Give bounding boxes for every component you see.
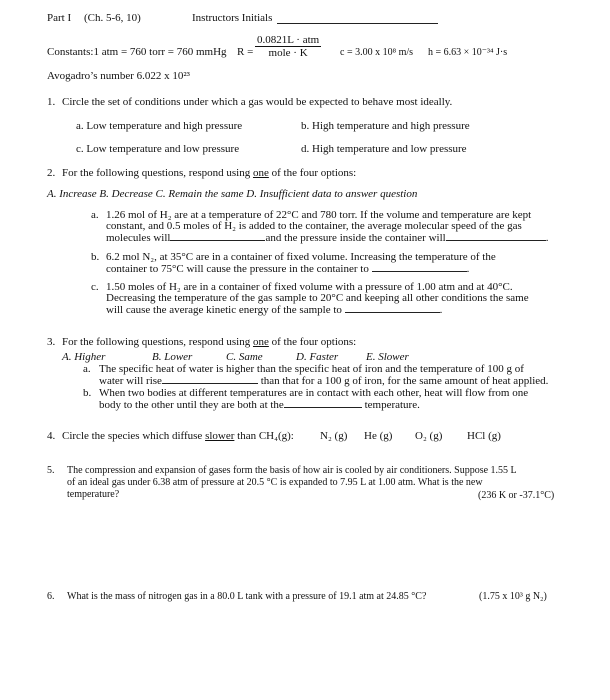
q3a-line1: The specific heat of water is higher than the specific heat of iron and the temperature of 100 g of	[99, 363, 524, 375]
q6-answer: (1.75 x 10³ g N₂)	[479, 591, 547, 602]
q3b-label: b.	[83, 387, 92, 399]
q2c-line2: Decreasing the temperature of the gas sample to 20°C and keeping all other conditions the same	[106, 292, 529, 304]
q4-species-o2[interactable]: O₂ (g)	[415, 430, 443, 442]
q1-option-a[interactable]: a. Low temperature and high pressure	[76, 120, 243, 132]
constants-pressure: Constants:1 atm = 760 torr = 760 mmHg	[47, 46, 227, 58]
q3-option-c: C. Same	[226, 351, 263, 363]
q1-number: 1.	[47, 96, 56, 108]
q2b-label: b.	[91, 251, 100, 263]
q5-line1: The compression and expansion of gases form the basis of how air is cooled by air conditioners. Suppose 1.55 L	[67, 465, 517, 476]
q2a-text-a: molecules will	[106, 232, 171, 244]
q2a-blank-2[interactable]	[446, 231, 546, 241]
q3-option-b: B. Lower	[152, 351, 193, 363]
q3-option-d: D. Faster	[296, 351, 339, 363]
q4-text-slower: slower	[205, 430, 235, 442]
q3-text-post: of the four options:	[268, 336, 357, 348]
constants-r-fraction	[255, 34, 321, 59]
q2c-line1: 1.50 moles of H₂ are in a container of fixed volume with a pressure of 1.00 atm and at 40°C.	[106, 281, 513, 293]
constants-c: c = 3.00 x 10⁸ m/s	[340, 47, 414, 58]
q4-text-post: than CH₄(g):	[234, 430, 294, 442]
q3b-text-b: temperature.	[364, 399, 420, 411]
q2c-text: will cause the average kinetic energy of the sample to	[106, 304, 342, 316]
q5-answer: (236 K or -37.1°C)	[478, 490, 555, 501]
header-part: Part I	[47, 12, 72, 24]
q2a-line1: 1.26 mol of H₂ are at a temperature of 22°C and 780 torr. If the volume and temperature are kept	[106, 209, 532, 221]
q4-species-n2[interactable]: N₂ (g)	[320, 430, 348, 442]
q2b-blank[interactable]	[372, 262, 467, 272]
q4-species-he[interactable]: He (g)	[364, 430, 393, 442]
q1-option-c[interactable]: c. Low temperature and low pressure	[76, 143, 240, 155]
header-initials-label: Instructors Initials	[192, 12, 273, 24]
q3b-line2	[99, 398, 420, 411]
q4-species-hcl[interactable]: HCl (g)	[467, 430, 501, 442]
q2c-blank[interactable]	[345, 303, 440, 313]
q2c-label: c.	[91, 281, 99, 293]
q3-text-pre: For the following questions, respond using	[62, 336, 253, 348]
q2a-blank-1[interactable]	[170, 231, 265, 241]
header-chapters: (Ch. 5-6, 10)	[84, 12, 141, 24]
constants-r-prefix: R =	[237, 46, 254, 58]
q6-number: 6.	[47, 591, 55, 602]
q1-option-b[interactable]: b. High temperature and high pressure	[301, 120, 470, 132]
q4-number: 4.	[47, 430, 56, 442]
constants-h: h = 6.63 × 10⁻³⁴ J·s	[428, 47, 508, 58]
q2-text-one: one	[252, 167, 269, 179]
q2a-line3: molecules will and the pressure inside the container will .	[106, 232, 549, 244]
r-denominator: mole · K	[268, 47, 308, 59]
q2-options: A. Increase B. Decrease C. Remain the same D. Insufficient data to answer question	[47, 188, 418, 200]
q3-text-one: one	[252, 336, 269, 348]
q4-text	[62, 430, 294, 442]
q5-line2: of an ideal gas under 6.38 atm of pressure at 20.5 °C is expanded to 7.95 L at 1.00 atm. What is the new	[67, 477, 483, 488]
r-numerator: 0.0821L · atm	[257, 34, 320, 46]
constants-avogadro: Avogadro’s number 6.022 x 10²³	[47, 70, 190, 82]
q3b-blank[interactable]	[284, 398, 362, 408]
q2a-label: a.	[91, 209, 99, 221]
q3a-blank[interactable]	[162, 374, 258, 384]
q2b-text: container to 75°C will cause the pressure in the container to	[106, 263, 369, 275]
q3b-text-a: body to the other until they are both at the	[99, 399, 284, 411]
q3-option-a: A. Higher	[62, 351, 106, 363]
q1-option-d[interactable]: d. High temperature and low pressure	[301, 143, 467, 155]
q2-text-pre: For the following questions, respond using	[62, 167, 253, 179]
q5-line3: temperature?	[67, 489, 120, 500]
q2a-text-b: and the pressure inside the container will	[265, 232, 446, 244]
q2a-line2: constant, and 0.5 moles of H₂ is added to the container, the average molecular speed of the gas	[106, 220, 522, 232]
q2b-line2: container to 75°C will cause the pressure in the container to .	[106, 263, 470, 275]
q3a-text-a: water will rise	[99, 375, 162, 387]
q2-text	[62, 167, 356, 179]
q5-number: 5.	[47, 465, 55, 476]
q2-text-post: of the four options:	[268, 167, 357, 179]
q3a-text-b: than that for a 100 g of iron, for the same amount of heat applied.	[260, 375, 549, 387]
q3-number: 3.	[47, 336, 56, 348]
initials-blank[interactable]	[277, 14, 438, 24]
q3b-line1: When two bodies at different temperatures are in contact with each other, heat will flow from one	[99, 387, 529, 399]
q3a-line2	[99, 374, 548, 387]
q2b-line1: 6.2 mol N₂, at 35°C are in a container of fixed volume. Increasing the temperature of the	[106, 251, 496, 263]
q3-text	[62, 336, 356, 348]
q6-text: What is the mass of nitrogen gas in a 80.0 L tank with a pressure of 19.1 atm at 24.85 °C?	[67, 591, 427, 602]
q4-text-pre: Circle the species which diffuse	[62, 430, 206, 442]
q3a-label: a.	[83, 363, 91, 375]
q3-option-e: E. Slower	[366, 351, 409, 363]
q1-text: Circle the set of conditions under which a gas would be expected to behave most ideally.	[62, 96, 453, 108]
q2c-line3: will cause the average kinetic energy of the sample to .	[106, 304, 443, 316]
q2-number: 2.	[47, 167, 56, 179]
